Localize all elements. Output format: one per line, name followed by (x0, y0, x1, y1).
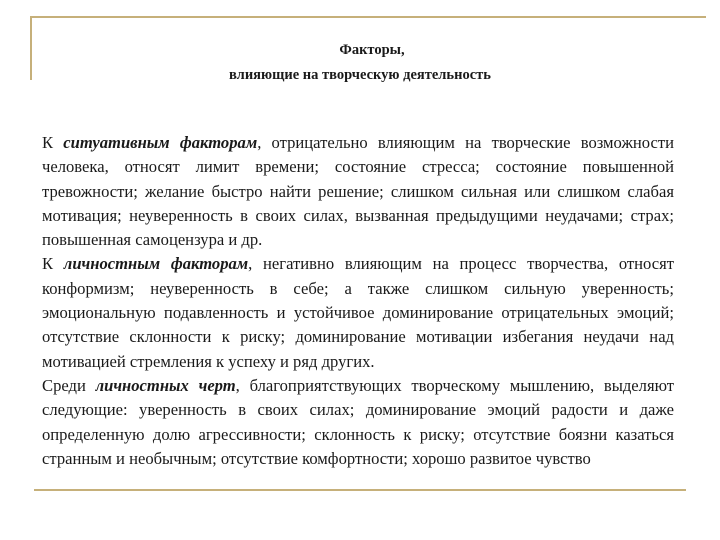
paragraph-lead: К (42, 133, 64, 152)
paragraph-emphasis: ситуативным факторам (63, 133, 258, 152)
paragraph-text: , негативно влияющим на процесс творчества, относят конформизм; неуверенность в себе; а также слишком сильную уверенность; эмоциональную подавленность и устойчивое доминирование отрицательных эмоций; отсутствие склонности к риску; доминирование мотивации избегания неудачи над мотивацией стремления к успеху и ряд других. (42, 254, 675, 371)
paragraph-personal-traits (42, 374, 674, 471)
body-text (42, 131, 674, 471)
paragraph-text: , отрицательно влияющим на творческие возможности человека, относят лимит времени; состояние стресса; состояние повышенной тревожности; желание быстро найти решение; слишком сильная или слишком слабая мотивация; неуверенность в своих силах, вызванная предыдущими неудачами; страх; повышенная самоцензура и др. (42, 133, 674, 250)
paragraph-emphasis: личностных черт (95, 375, 236, 395)
bottom-decorative-line (34, 489, 686, 491)
title-line-1: Факторы, (339, 42, 405, 58)
paragraph-personal-factors (42, 252, 674, 373)
paragraph-text: , благоприятствующих творческому мышлению, выделяют следующие: уверенность в своих силах; доминирование эмоций радости и даже определенную долю агрессивности; склонность к риску; отсутствие боязни казаться странным и необычным; отсутствие комфортности; хорошо развитое чувство (42, 375, 675, 468)
slide-title (0, 38, 720, 88)
paragraph-lead: К (42, 254, 64, 274)
top-decorative-line (30, 16, 706, 18)
paragraph-lead: Среди (42, 375, 96, 395)
title-line-2: влияющие на творческую деятельность (229, 67, 491, 83)
paragraph-situational-factors (42, 131, 674, 252)
paragraph-emphasis: личностным факторам (63, 254, 249, 274)
